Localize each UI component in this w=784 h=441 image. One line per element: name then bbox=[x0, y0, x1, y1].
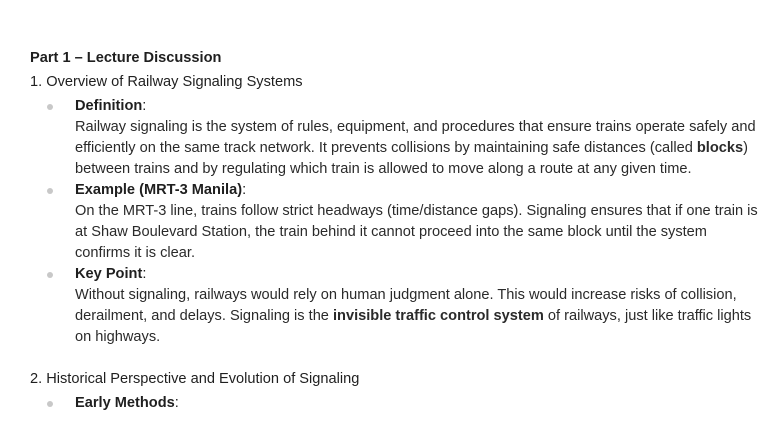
bullet-icon bbox=[47, 401, 53, 407]
item-label: Example (MRT-3 Manila) bbox=[75, 182, 243, 198]
list-item-early-methods bbox=[30, 393, 760, 414]
section-2-list bbox=[30, 393, 760, 414]
section-1-list bbox=[30, 96, 760, 348]
item-text-part: of railways, just like traffic lights on highways. bbox=[75, 308, 752, 345]
item-text: On the MRT-3 line, trains follow strict headways (time/distance gaps). Signaling ensures that if one train is at Shaw Boulevard Station, the train behind it cannot proceed into the same block until the system confirms it is clear. bbox=[75, 203, 758, 261]
list-item-definition bbox=[30, 96, 760, 180]
item-colon: : bbox=[142, 98, 147, 114]
item-text bbox=[75, 285, 760, 348]
item-bold-term: blocks bbox=[696, 140, 744, 156]
item-text-part: ) between trains and by regulating which train is allowed to move along a route at any given time. bbox=[75, 140, 748, 177]
item-colon: : bbox=[142, 266, 147, 282]
list-item-example bbox=[30, 180, 760, 264]
part-title: Part 1 – Lecture Discussion bbox=[30, 50, 222, 66]
item-text-part: Railway signaling is the system of rules, equipment, and procedures that ensure trains operate safely and efficiently on the same track network. It prevents collisions by maintaining safe distances (called bbox=[75, 119, 756, 156]
item-text bbox=[75, 117, 760, 180]
section-1-title: 1. Overview of Railway Signaling Systems bbox=[30, 74, 303, 90]
item-label: Key Point bbox=[75, 266, 143, 282]
item-colon: : bbox=[174, 395, 179, 411]
item-text-part: Without signaling, railways would rely on human judgment alone. This would increase risks of collision, derailment, and delays. Signaling is the bbox=[75, 287, 737, 324]
item-bold-term: invisible traffic control system bbox=[332, 308, 544, 324]
bullet-icon bbox=[47, 104, 53, 110]
item-label: Definition bbox=[75, 98, 143, 114]
item-colon: : bbox=[242, 182, 247, 198]
bullet-icon bbox=[47, 272, 53, 278]
bullet-icon bbox=[47, 188, 53, 194]
list-item-key-point bbox=[30, 264, 760, 348]
document-body bbox=[30, 48, 760, 414]
section-2-title: 2. Historical Perspective and Evolution of Signaling bbox=[30, 371, 360, 387]
item-label: Early Methods bbox=[75, 395, 175, 411]
